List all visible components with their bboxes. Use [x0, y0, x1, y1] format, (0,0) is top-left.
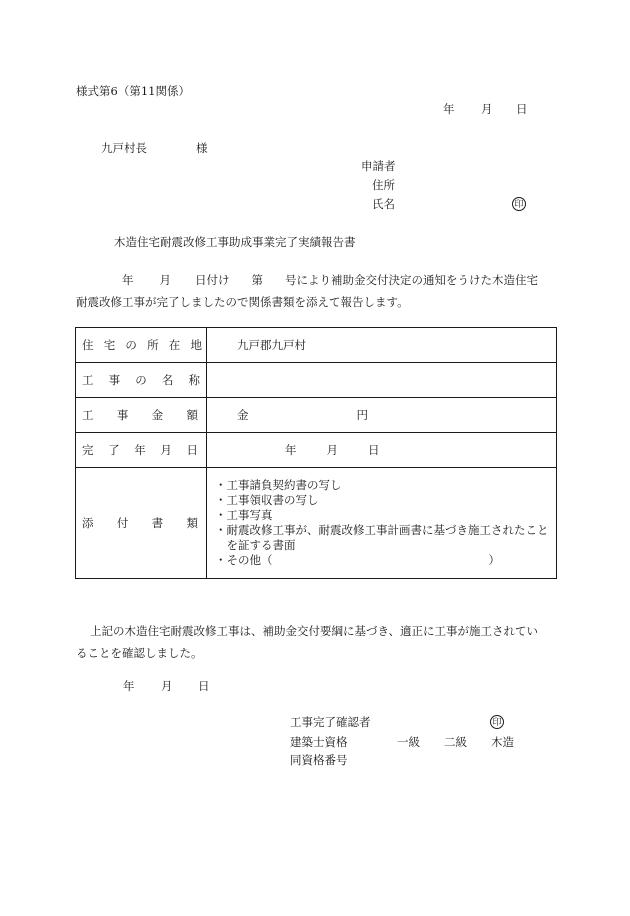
confirmation-date-month: 月 — [161, 679, 173, 693]
grade-first-class[interactable]: 一級 — [397, 735, 420, 749]
recipient-honorific: 様 — [196, 141, 208, 155]
intro-day-tsuke: 日付け — [195, 273, 230, 287]
applicant-label: 申請者 — [361, 159, 396, 173]
confirmation-date-day: 日 — [198, 679, 210, 693]
intro-year: 年 — [122, 273, 134, 287]
intro-dai: 第 — [251, 273, 263, 287]
form-number: 様式第6（第11関係） — [76, 84, 190, 98]
confirmation-line2: ることを確認しました。 — [76, 646, 203, 660]
amount-suffix: 円 — [356, 408, 368, 422]
confirmer-label: 工事完了確認者 — [290, 715, 371, 729]
value-address[interactable]: 九戸郡九戸村 — [207, 328, 557, 363]
header-date-year: 年 — [443, 102, 455, 116]
table-row — [76, 398, 557, 433]
qualification-label: 建築士資格 — [290, 735, 348, 749]
document-title: 木造住宅耐震改修工事助成事業完了実績報告書 — [114, 235, 356, 249]
table-row — [76, 433, 557, 468]
confirmation-line1: 上記の木造住宅耐震改修工事は、補助金交付要綱に基づき、適正に工事が施工されてい — [90, 624, 539, 638]
label-work-name: 工 事 の 名 称 — [76, 363, 207, 398]
label-address: 住 宅 の 所 在 地 — [76, 328, 207, 363]
intro-paragraph — [76, 269, 560, 313]
recipient-name: 九戸村長 — [101, 141, 147, 155]
applicant-name-label: 氏名 — [372, 197, 395, 211]
list-item: ・工事写真 — [215, 508, 273, 522]
intro-line1-rest: 号により補助金交付決定の通知をうけた木造住宅 — [285, 273, 538, 287]
list-item: ・工事請負契約書の写し — [215, 478, 342, 492]
list-item-other[interactable]: ・その他（ ） — [215, 553, 500, 567]
label-completion-date: 完 了 年 月 日 — [76, 433, 207, 468]
applicant-address-label: 住所 — [372, 178, 395, 192]
label-work-amount: 工 事 金 額 — [76, 398, 207, 433]
qualification-number-label: 同資格番号 — [290, 753, 348, 767]
report-table — [75, 327, 557, 579]
value-completion-date[interactable] — [207, 433, 557, 468]
value-work-name[interactable] — [207, 363, 557, 398]
list-item: ・耐震改修工事が、耐震改修工事計画書に基づき施工されたこと — [215, 523, 549, 537]
header-date-month: 月 — [481, 102, 493, 116]
list-item: ・工事領収書の写し — [215, 493, 319, 507]
confirmer-seal-icon: 印 — [490, 715, 504, 729]
intro-month: 月 — [159, 273, 171, 287]
applicant-seal-icon: 印 — [512, 197, 526, 211]
completion-year: 年 — [285, 443, 297, 457]
confirmation-paragraph — [76, 620, 560, 664]
grade-wooden[interactable]: 木造 — [491, 735, 514, 749]
completion-day: 日 — [368, 443, 380, 457]
completion-month: 月 — [326, 443, 338, 457]
table-row — [76, 363, 557, 398]
confirmation-date-year: 年 — [123, 679, 135, 693]
table-row — [76, 328, 557, 363]
attachments-list — [207, 468, 557, 579]
label-attachments: 添 付 書 類 — [76, 468, 207, 579]
list-item: を証する書面 — [215, 538, 296, 552]
amount-prefix: 金 — [237, 408, 249, 422]
intro-line2: 耐震改修工事が完了しましたので関係書類を添えて報告します。 — [76, 295, 409, 309]
table-row — [76, 468, 557, 579]
grade-second-class[interactable]: 二級 — [444, 735, 467, 749]
header-date-day: 日 — [516, 102, 528, 116]
value-work-amount[interactable] — [207, 398, 557, 433]
